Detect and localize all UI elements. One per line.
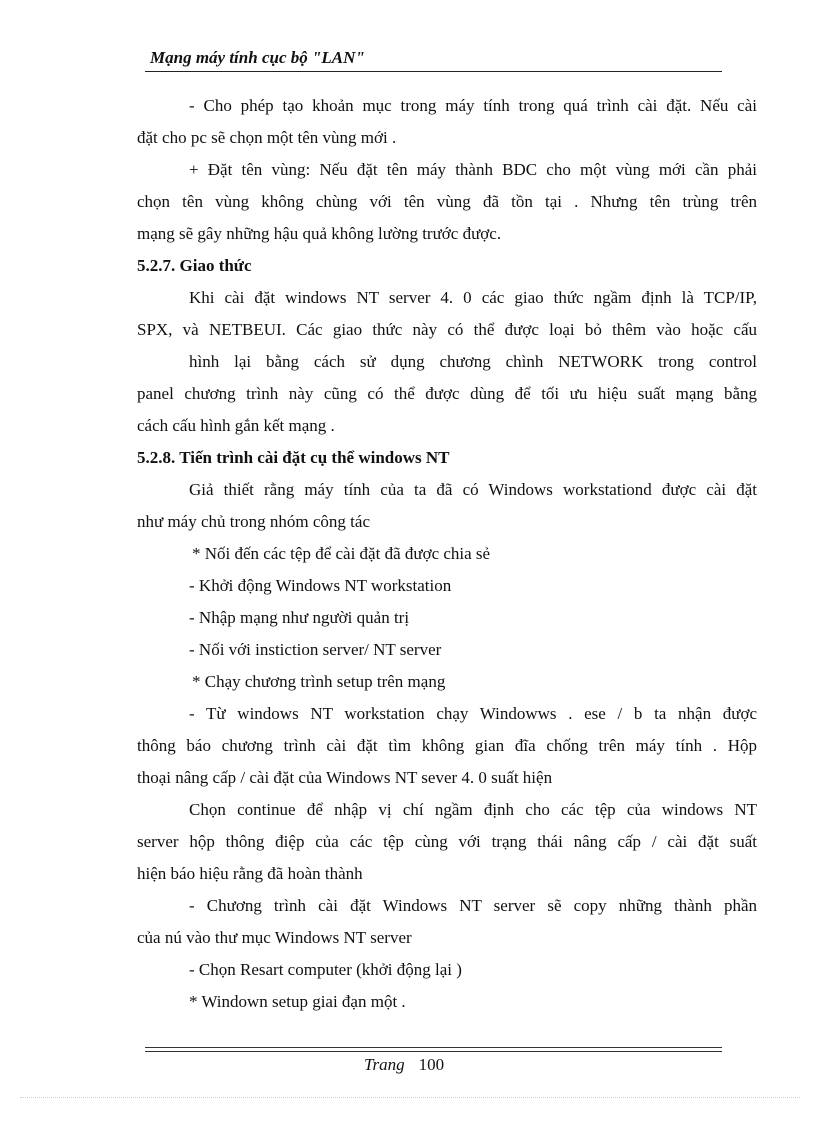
paragraph-line: Chọn continue để nhập vị chí ngầm định cho các tệp của windows NT (189, 800, 757, 819)
paragraph-line: của nú vào thư mục Windows NT server (137, 928, 412, 947)
list-item: * Windown setup giai đạn một . (189, 992, 406, 1011)
footer-rule-bottom (145, 1051, 722, 1052)
page-edge-dotted-line (20, 1097, 800, 1098)
list-item: * Nối đến các tệp để cài đặt đã được chia sẻ (192, 544, 491, 563)
section-heading-5-2-8: 5.2.8. Tiến trình cài đặt cụ thể windows NT (137, 448, 450, 467)
list-item: - Nhập mạng như người quản trị (189, 608, 410, 627)
paragraph-line: panel chương trình này cũng có thể được dùng để tối ưu hiệu suất mạng bằng (137, 384, 757, 403)
paragraph-line: - Từ windows NT workstation chạy Windowws . ese / b ta nhận được (189, 704, 757, 723)
paragraph-line: Giả thiết rằng máy tính của ta đã có Windows workstationd được cài đặt (189, 480, 757, 499)
header-rule (145, 71, 722, 72)
paragraph-line: hình lại bằng cách sử dụng chương chình NETWORK trong control (189, 352, 757, 371)
list-item: * Chạy chương trình setup trên mạng (192, 672, 446, 691)
list-item: - Khởi động Windows NT workstation (189, 576, 452, 595)
paragraph-line: như máy chủ trong nhóm công tác (137, 512, 370, 531)
paragraph-line: hiện báo hiệu rằng đã hoàn thành (137, 864, 363, 883)
page-number: 100 (418, 1055, 445, 1074)
paragraph-line: thoại nâng cấp / cài đặt của Windows NT sever 4. 0 suất hiện (137, 768, 553, 787)
paragraph-line: - Chương trình cài đặt Windows NT server sẽ copy những thành phần (189, 896, 757, 915)
list-item: - Chọn Resart computer (khởi động lại ) (189, 960, 462, 979)
list-item: - Nối với instiction server/ NT server (189, 640, 442, 659)
body-text (137, 90, 757, 1018)
paragraph-line: cách cấu hình gắn kết mạng . (137, 416, 335, 435)
paragraph-line: SPX, và NETBEUI. Các giao thức này có thể được loại bỏ thêm vào hoặc cấu (137, 320, 757, 339)
paragraph-line: + Đặt tên vùng: Nếu đặt tên máy thành BDC cho một vùng mới cần phải (189, 160, 757, 179)
paragraph-line: chọn tên vùng không chùng với tên vùng đã tồn tại . Nhưng tên trùng trên (137, 192, 757, 211)
footer-rule-top (145, 1047, 722, 1048)
paragraph-line: - Cho phép tạo khoản mục trong máy tính trong quá trình cài đặt. Nếu cài (189, 96, 757, 115)
paragraph-line: đặt cho pc sẽ chọn một tên vùng mới . (137, 128, 397, 147)
footer-label: Trang (364, 1055, 405, 1074)
running-header-title: Mạng máy tính cục bộ "LAN" (150, 48, 365, 67)
page-footer (364, 1055, 444, 1075)
section-heading-5-2-7: 5.2.7. Giao thức (137, 256, 252, 275)
paragraph-line: Khi cài đặt windows NT server 4. 0 các giao thức ngầm định là TCP/IP, (189, 288, 757, 307)
paragraph-line: thông báo chương trình cài đặt tìm không gian đĩa chống trên máy tính . Hộp (137, 736, 757, 755)
paragraph-line: mạng sẽ gây những hậu quả không lường trước được. (137, 224, 502, 243)
paragraph-line: server hộp thông điệp của các tệp cùng với trạng thái nâng cấp / cài đặt suất (137, 832, 757, 851)
